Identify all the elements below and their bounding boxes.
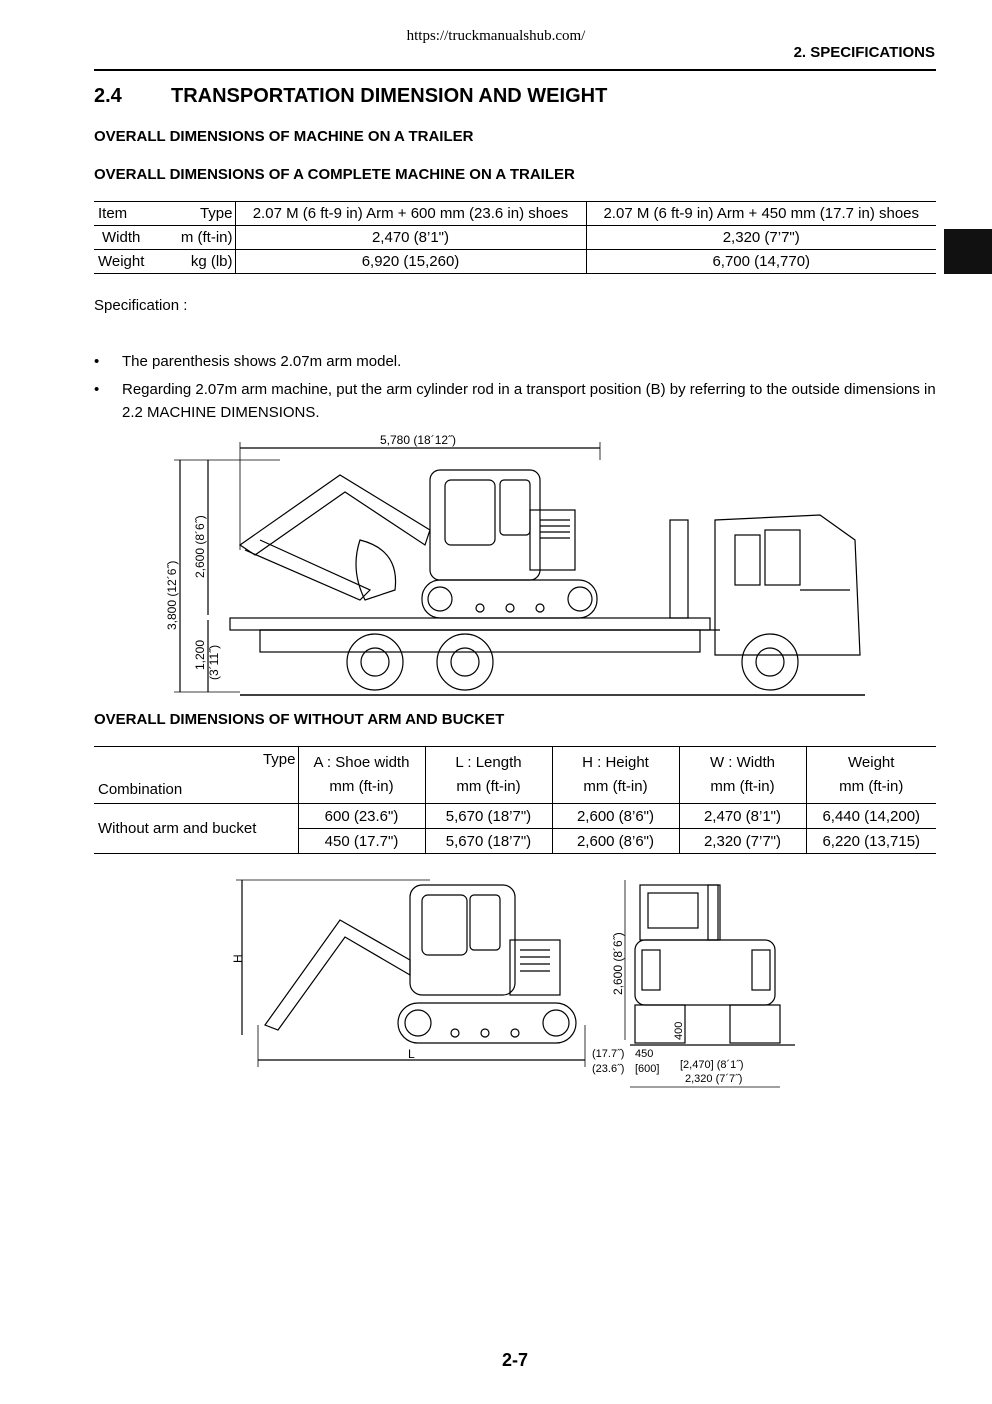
track-height-text: 400: [673, 1021, 685, 1040]
excavator-cab: [430, 470, 540, 580]
page-number: 2-7: [501, 1350, 528, 1370]
trailer-deck: [230, 618, 710, 630]
length-dimension-text: 5,780 (18´12˝): [380, 433, 457, 447]
table-cell: 5,670 (18’7"): [425, 804, 552, 829]
table-cell: 2,470 (8’1"): [235, 226, 586, 250]
table-header-row: [94, 747, 936, 804]
width-small-label: 2,320 (7´7˝): [685, 1073, 743, 1085]
table-cell: 2,320 (7’7"): [679, 829, 806, 854]
column-header: A : Shoe width mm (ft-in): [298, 747, 425, 804]
section-heading: [94, 85, 607, 108]
excavator-on-trailer-drawing: [160, 430, 870, 700]
row-unit: kg (lb): [190, 253, 233, 270]
row-label: Without arm and bucket: [94, 804, 298, 854]
table-header-row: [94, 202, 936, 226]
table-cell: [94, 202, 235, 226]
type-header: Type: [199, 205, 233, 222]
table-cell: 6,700 (14,770): [586, 250, 936, 274]
subtitle-complete-machine: OVERALL DIMENSIONS OF A COMPLETE MACHINE ON A TRAILER: [94, 166, 575, 183]
side-view-cab: [410, 885, 515, 995]
section-number: 2.4: [94, 85, 122, 107]
table-cell: 2,320 (7’7"): [586, 226, 936, 250]
machine-without-arm-drawing: [230, 875, 800, 1095]
label-l: L: [408, 1047, 415, 1061]
specification-label: Specification :: [94, 297, 188, 314]
shoe-width-small-value: 450: [635, 1048, 654, 1060]
label-h: H: [231, 954, 245, 963]
width-large-label: [2,470] (8´1˝): [680, 1059, 744, 1071]
column-header: Weight mm (ft-in): [806, 747, 936, 804]
chapter-label: 2. SPECIFICATIONS: [793, 44, 935, 61]
excavator-boom: [240, 475, 430, 555]
table-row: [94, 804, 936, 829]
bullet-item: [94, 350, 936, 373]
table-cell: 6,440 (14,200): [806, 804, 936, 829]
trailer-height-imperial-text: (3´11˝): [207, 644, 221, 680]
table-cell: 2,470 (8’1"): [679, 804, 806, 829]
item-header: Item: [98, 205, 128, 222]
trailer-wheel: [437, 634, 493, 690]
without-arm-dimension-table: [94, 746, 936, 854]
side-view-boom: [265, 920, 410, 1030]
total-height-text: 3,800 (12´6˝): [165, 560, 179, 630]
truck-wheel: [742, 634, 798, 690]
table-cell: [94, 747, 298, 804]
column-header: L : Length mm (ft-in): [425, 747, 552, 804]
excavator-bucket: [356, 540, 396, 600]
column-header: W : Width mm (ft-in): [679, 747, 806, 804]
transport-dimension-table: [94, 201, 936, 274]
bullet-item: [94, 378, 936, 424]
table-row: [94, 226, 936, 250]
subtitle-machine-on-trailer: OVERALL DIMENSIONS OF MACHINE ON A TRAILER: [94, 128, 474, 145]
trailer-wheel: [347, 634, 403, 690]
bullet-text: Regarding 2.07m arm machine, put the arm cylinder rod in a transport position (B) by referring to the outside dimensions in 2.2 MACHINE DIMENSIONS.: [122, 381, 936, 421]
shoe-width-large-label: (23.6˝): [592, 1063, 625, 1075]
header-divider: [94, 69, 936, 71]
rear-view-track-right: [730, 1005, 780, 1043]
bullet-dot: •: [94, 381, 100, 398]
subtitle-without-arm: OVERALL DIMENSIONS OF WITHOUT ARM AND BUCKET: [94, 711, 505, 728]
table-cell: [94, 226, 235, 250]
table-cell: 6,220 (13,715): [806, 829, 936, 854]
section-title: TRANSPORTATION DIMENSION AND WEIGHT: [171, 85, 608, 107]
column-header: H : Height mm (ft-in): [552, 747, 679, 804]
table-cell: 2,600 (8’6"): [552, 804, 679, 829]
table-cell: 450 (17.7"): [298, 829, 425, 854]
table-row: [94, 250, 936, 274]
table-cell: [94, 250, 235, 274]
row-label: Width: [102, 229, 141, 246]
machine-height-text: 2,600 (8´6˝): [193, 515, 207, 578]
bullet-dot: •: [94, 353, 100, 370]
table-cell: 6,920 (15,260): [235, 250, 586, 274]
row-label: Weight: [98, 253, 145, 270]
trailer-height-text: 1,200: [193, 639, 207, 670]
chapter-tab-marker: [944, 229, 992, 274]
source-url: https://truckmanualshub.com/: [406, 28, 586, 44]
shoe-width-small-label: (17.7˝): [592, 1048, 625, 1060]
shoe-width-large-value: [600]: [635, 1063, 660, 1075]
table-cell: 2,600 (8’6"): [552, 829, 679, 854]
bullet-text: The parenthesis shows 2.07m arm model.: [122, 353, 402, 370]
type-header: Type: [262, 751, 296, 768]
row-unit: m (ft-in): [180, 229, 233, 246]
combination-header: Combination: [98, 781, 183, 798]
table-cell: 600 (23.6"): [298, 804, 425, 829]
rear-height-text: 2,600 (8´6˝): [611, 932, 625, 995]
table-cell: 5,670 (18’7"): [425, 829, 552, 854]
column-header: 2.07 M (6 ft-9 in) Arm + 450 mm (17.7 in) shoes: [586, 202, 936, 226]
column-header: 2.07 M (6 ft-9 in) Arm + 600 mm (23.6 in) shoes: [235, 202, 586, 226]
